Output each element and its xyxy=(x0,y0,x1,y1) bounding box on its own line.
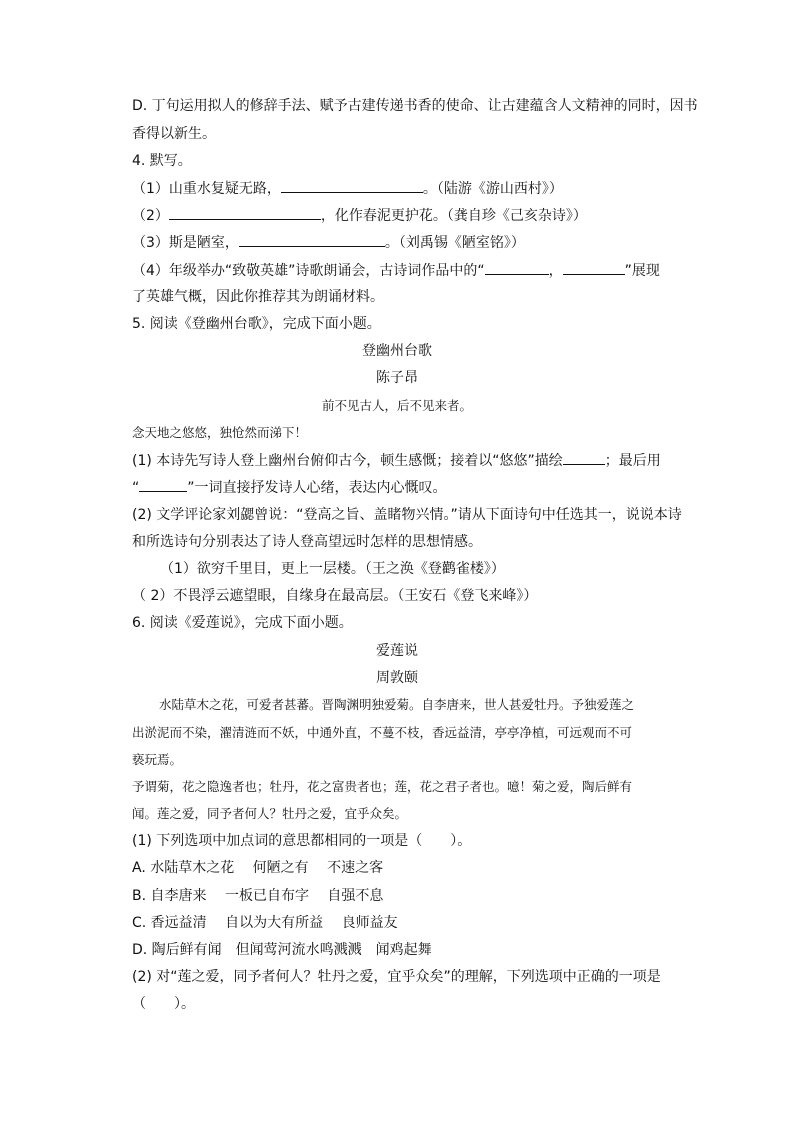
q4-item-4 xyxy=(132,260,660,281)
q4-item-4-blank-1[interactable] xyxy=(485,260,549,275)
q4-item-3-blank[interactable] xyxy=(239,232,385,247)
q5-poem-author: 陈子昂 xyxy=(376,370,418,386)
q5-sub1-text-a: (1) 本诗先写诗人登上幽州台俯仰古今，顿生感慨；接着以“悠悠”描绘 xyxy=(132,453,563,469)
q4-item-2-suffix: ，化作春泥更护花。（龚自珍《己亥杂诗》） xyxy=(320,208,587,224)
q4-item-4-line2: 了英雄气概，因此你推荐其为朗诵材料。 xyxy=(132,289,384,305)
q4-item-1 xyxy=(132,178,563,199)
q6-para2-line2: 闻。莲之爱，同予者何人？牡丹之爱，宜乎众矣。 xyxy=(132,806,408,821)
q4-item-1-suffix: 。（陆游《游山西村》） xyxy=(422,181,563,197)
q3-option-d-line1: D. 丁句运用拟人的修辞手法、赋予古建传递书香的使命、让古建蕴含人文精神的同时，因书 xyxy=(132,98,698,114)
q6-option-a[interactable]: A. 水陆草木之花 何陋之有 不速之客 xyxy=(132,860,384,876)
q5-sub2-line2: 和所选诗句分别表达了诗人登高望远时怎样的思想情感。 xyxy=(132,534,482,550)
q5-title: 5. 阅读《登幽州台歌》，完成下面小题。 xyxy=(132,316,381,332)
q6-para1-line3: 亵玩焉。 xyxy=(132,752,183,767)
q5-sub1-blank-2[interactable] xyxy=(139,477,187,492)
q4-item-4-mid: ， xyxy=(548,263,563,279)
q4-item-2-prefix: （2） xyxy=(132,208,169,224)
q6-option-c[interactable]: C. 香远益清 自以为大有所益 良师益友 xyxy=(132,915,398,931)
q6-para1-line1: 水陆草木之花，可爱者甚蕃。晋陶渊明独爱菊。自李唐来，世人甚爱牡丹。予独爱莲之 xyxy=(159,697,635,712)
q4-item-2-blank[interactable] xyxy=(169,205,321,220)
q4-title: 4. 默写。 xyxy=(132,153,192,169)
q4-item-3-prefix: （3）斯是陋室， xyxy=(132,235,239,251)
q6-sub2-line2: （ ）。 xyxy=(132,996,195,1012)
q5-sub1-text-c: “ xyxy=(132,480,140,496)
q6-title: 6. 阅读《爱莲说》，完成下面小题。 xyxy=(132,615,353,631)
q4-item-4-end: ”展现 xyxy=(624,263,660,279)
q3-option-d-line2: 香得以新生。 xyxy=(132,126,216,142)
q4-item-3-suffix: 。（刘禹锡《陋室铭》） xyxy=(384,235,525,251)
q6-essay-author: 周敦颐 xyxy=(376,670,418,686)
q6-sub1-stem: (1) 下列选项中加点词的意思都相同的一项是（ ）。 xyxy=(132,833,472,849)
q5-verse-1: （1）欲穷千里目，更上一层楼。（王之涣《登鹳雀楼》） xyxy=(160,561,505,577)
q5-poem-title: 登幽州台歌 xyxy=(362,343,432,359)
q4-item-4-start: （4）年级举办“致敬英雄”诗歌朗诵会，古诗词作品中的“ xyxy=(132,263,485,279)
q5-poem-line-2: 念天地之悠悠，独怆然而涕下！ xyxy=(132,425,308,440)
q5-verse-2: （ 2）不畏浮云遮望眼，自缘身在最高层。（王安石《登飞来峰》） xyxy=(132,588,538,604)
q6-option-b[interactable]: B. 自李唐来 一板已自布字 自强不息 xyxy=(132,888,384,904)
q5-sub1-line2 xyxy=(132,477,447,498)
q6-para1-line2: 出淤泥而不染，濯清涟而不妖，中通外直，不蔓不枝，香远益清，亭亭净植，可远观而不可 xyxy=(132,725,633,740)
q5-sub1-text-d: ”一词直接抒发诗人心绪，表达内心慨叹。 xyxy=(187,480,447,496)
q6-para2-line1: 予谓菊，花之隐逸者也；牡丹，花之富贵者也；莲，花之君子者也。噫！菊之爱，陶后鲜有 xyxy=(132,779,633,794)
q5-sub1-line1 xyxy=(132,450,661,471)
q4-item-1-prefix: （1）山重水复疑无路， xyxy=(132,181,281,197)
q6-sub2-line1: (2) 对“莲之爱，同予者何人？牡丹之爱，宜乎众矣”的理解，下列选项中正确的一项是 xyxy=(132,969,661,985)
q5-sub1-blank-1[interactable] xyxy=(563,450,605,465)
q4-item-1-blank[interactable] xyxy=(281,178,423,193)
q4-item-2 xyxy=(132,205,587,226)
q4-item-3 xyxy=(132,232,525,253)
q4-item-4-blank-2[interactable] xyxy=(563,260,625,275)
q5-sub1-text-b: ；最后用 xyxy=(604,453,661,469)
q6-option-d[interactable]: D. 陶后鲜有闻 但闻莺河流水鸣溅溅 闻鸡起舞 xyxy=(132,942,432,958)
q5-sub2-line1: (2) 文学评论家刘勰曾说：“登高之旨、盖睹物兴情。”请从下面诗句中任选其一，说说本诗 xyxy=(132,507,682,523)
q5-poem-line-1: 前不见古人，后不见来者。 xyxy=(321,398,472,413)
q6-essay-title: 爱莲说 xyxy=(376,643,418,659)
